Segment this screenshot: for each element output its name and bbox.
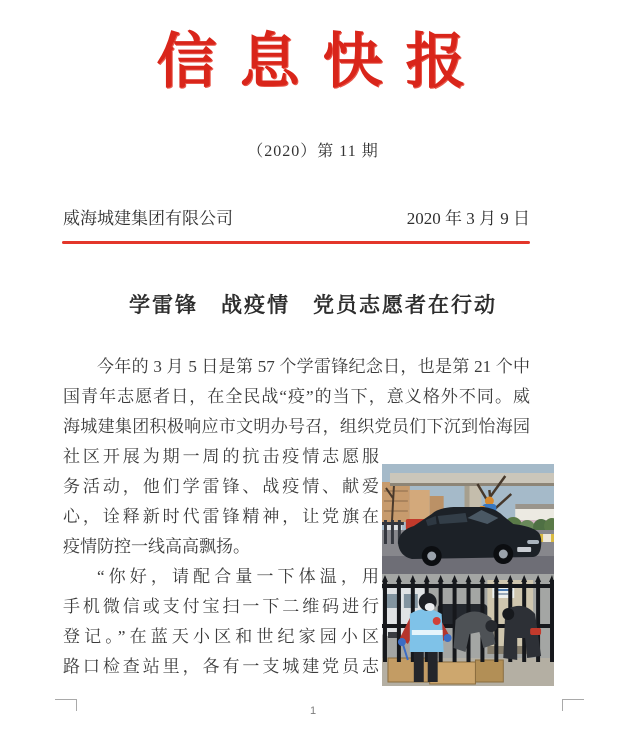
body-line: 疫情防控一线高高飘扬。 xyxy=(63,537,250,556)
document-header xyxy=(63,204,530,229)
body-line: 社区开展为期一周的抗击疫情志愿服 xyxy=(63,447,379,466)
article-title: 学雷锋 战疫情 党员志愿者在行动 xyxy=(129,293,497,317)
body-line: 国青年志愿者日，在全民战“疫”的当下，意义格外不同。威 xyxy=(63,387,530,406)
issue-number: （2020）第 11 期 xyxy=(247,143,379,160)
body-line: 心，诠释新时代雷锋精神，让党旗在 xyxy=(63,507,379,526)
body-line: 今年的 3 月 5 日是第 57 个学雷锋纪念日，也是第 21 个中 xyxy=(97,357,530,376)
masthead-title: 信 息 快 报 xyxy=(156,29,470,95)
article-photos xyxy=(382,464,554,686)
company-name: 威海城建集团有限公司 xyxy=(63,209,233,228)
issue-date: 2020 年 3 月 9 日 xyxy=(406,209,530,228)
body-line: 海城建集团积极响应市文明办号召，组织党员们下沉到怡海园 xyxy=(63,417,530,436)
body-line: 手机微信或支付宝扫一下二维码进行 xyxy=(63,597,379,616)
body-line: 务活动，他们学雷锋、战疫情、献爱 xyxy=(63,477,379,496)
body-line: 路口检查站里，各有一支城建党员志 xyxy=(63,657,379,676)
body-line: “你好，请配合量一下体温，用 xyxy=(97,567,379,586)
red-divider-rule xyxy=(62,241,530,244)
body-line: 登记。”在蓝天小区和世纪家园小区 xyxy=(63,627,379,646)
page-number: 1 xyxy=(309,705,317,717)
checkpoint-car-inspection-photo xyxy=(382,464,554,574)
volunteers-handling-boxes-photo xyxy=(382,574,554,686)
